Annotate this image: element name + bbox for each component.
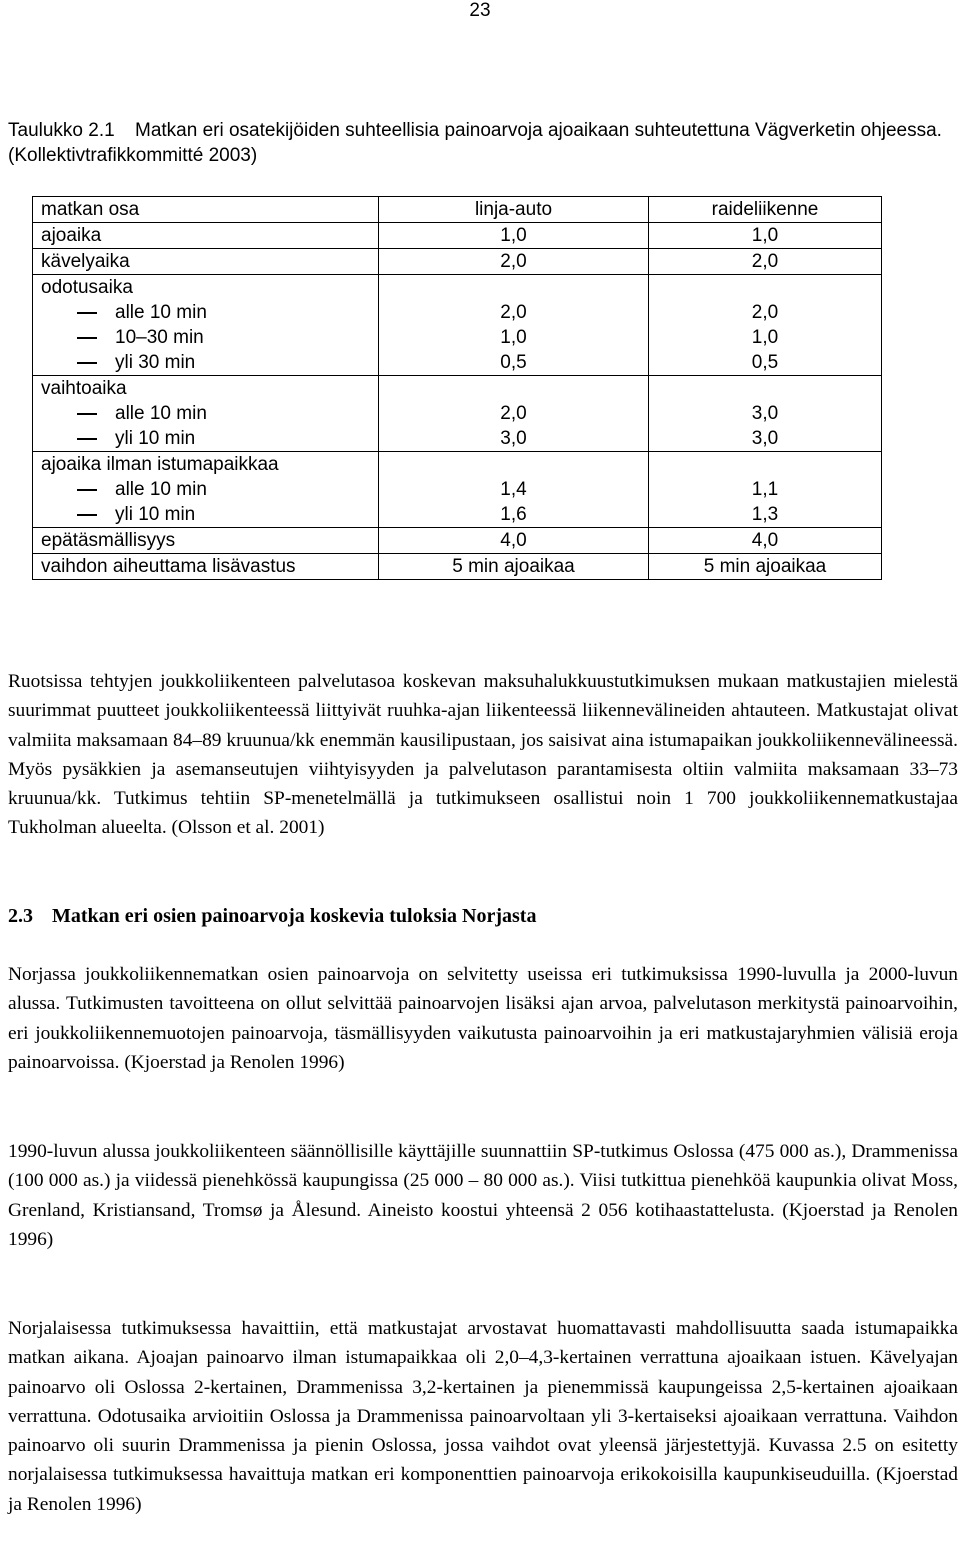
rail-value: 1,0 [649, 223, 882, 249]
table-row-group [33, 452, 882, 528]
dash-bullet [77, 337, 97, 339]
sub-item: yli 10 min [41, 426, 378, 451]
rail-value: 5 min ajoaikaa [649, 554, 882, 580]
table-header-row [33, 197, 882, 223]
page-number: 23 [469, 0, 491, 21]
header-cell: matkan osa [33, 197, 379, 223]
sub-item: alle 10 min [41, 477, 378, 502]
bus-values: 2,0 3,0 [379, 376, 649, 452]
row-label: ajoaika [33, 223, 379, 249]
section-heading [8, 902, 536, 930]
group-title: vaihtoaika [41, 378, 127, 399]
table-row [33, 249, 882, 275]
bus-value: 1,0 [379, 223, 649, 249]
weights-table [32, 196, 882, 580]
dash-bullet [77, 514, 97, 516]
sub-item: yli 10 min [41, 502, 378, 527]
paragraph-norway-intro: Norjassa joukkoliikennematkan osien painoarvoja on selvitetty useissa eri tutkimuksissa 1990-luvulla ja 2000-luvun alussa. Tutkimusten tavoitteena on ollut selvittää painoarvojen lisäksi ajan arvoa, palvelutason merkitystä painoarvoihin, eri joukkoliikennemuotojen painoarvoja, täsmällisyyden vaikutusta painoarvoihin ja eri matkustajaryhmien välisiä eroja painoarvoissa. (Kjoerstad ja Renolen 1996) [8, 964, 958, 1073]
dash-bullet [77, 489, 97, 491]
dash-bullet [77, 413, 97, 415]
rail-values: 3,0 3,0 [649, 376, 882, 452]
bus-values: 1,4 1,6 [379, 452, 649, 528]
dash-bullet [77, 312, 97, 314]
bus-value: 4,0 [379, 528, 649, 554]
table-caption [8, 118, 953, 168]
paragraph-sp-study: 1990-luvun alussa joukkoliikenteen säännöllisille käyttäjille suunnattiin SP-tutkimus Oslossa (475 000 as.), Drammenissa (100 000 as.) ja viidessä pienehkössä kaupungissa (25 000 – 80 000 as.). Viisi tutkittua pienehköä kaupunkia olivat Moss, Grenland, Kristiansand, Tromsø ja Ålesund. Aineisto koostui yhteensä 2 056 kotihaastattelusta. (Kjoerstad ja Renolen 1996) [8, 1141, 958, 1250]
sub-item: alle 10 min [41, 300, 378, 325]
table-row [33, 528, 882, 554]
row-label: vaihdon aiheuttama lisävastus [33, 554, 379, 580]
rail-value: 4,0 [649, 528, 882, 554]
bus-values: 2,0 1,0 0,5 [379, 275, 649, 376]
rail-value: 2,0 [649, 249, 882, 275]
group-title: ajoaika ilman istumapaikkaa [41, 454, 279, 475]
dash-bullet [77, 362, 97, 364]
table-row-group [33, 275, 882, 376]
caption-text: Matkan eri osatekijöiden suhteellisia painoarvoja ajoaikaan suhteutettuna Vägverketin ohjeessa. (Kollektivtrafikkommitté 2003) [8, 120, 942, 166]
dash-bullet [77, 438, 97, 440]
section-number: 2.3 [8, 905, 33, 927]
table-row [33, 554, 882, 580]
group-label-cell [33, 275, 379, 376]
row-label: epätäsmällisyys [33, 528, 379, 554]
paragraph-results: Norjalaisessa tutkimuksessa havaittiin, että matkustajat arvostavat huomattavasti mahdollisuutta saada istumapaikka matkan aikana. Ajoajan painoarvo ilman istumapaikkaa oli 2,0–4,3-kertainen verrattuna ajoaikaan istuen. Kävelyajan painoarvo oli Oslossa 2-kertainen, Drammenissa 3,2-kertainen ja pienemmissä kaupungeissa 2,5-kertainen ajoaikaan verrattuna. Odotusaika arvioitiin Oslossa ja Drammenissa painoarvoltaan yli 3-kertaiseksi ajoaikaan verrattuna. Vaihdon painoarvo oli suurin Drammenissa ja pienin Oslossa, jossa vaihdot ovat yleensä järjestettyjä. Kuvassa 2.5 on esitetty norjalaisessa tutkimuksessa havaittuja matkan eri komponenttien painoarvoja erikokoisilla kaupunkiseuduilla. (Kjoerstad ja Renolen 1996) [8, 1318, 958, 1515]
rail-values: 2,0 1,0 0,5 [649, 275, 882, 376]
bus-value: 2,0 [379, 249, 649, 275]
bus-value: 5 min ajoaikaa [379, 554, 649, 580]
header-cell: linja-auto [379, 197, 649, 223]
table-row [33, 223, 882, 249]
table-row-group [33, 376, 882, 452]
group-title: odotusaika [41, 277, 133, 298]
group-label-cell [33, 452, 379, 528]
sub-item: yli 30 min [41, 350, 378, 375]
header-cell: raideliikenne [649, 197, 882, 223]
paragraph-sweden-study: Ruotsissa tehtyjen joukkoliikenteen palvelutasoa koskevan maksuhalukkuustutkimuksen mukaan matkustajien mielestä suurimmat puutteet joukkoliikenteessä liittyivät ruuhka-ajan liikenteessä liikennevälineiden ahtauteen. Matkustajat olivat valmiita maksamaan 84–89 kruunua/kk enemmän kausilipustaan, jos saisivat aina istumapaikan joukkoliikennevälineessä. Myös pysäkkien ja asemanseutujen viihtyisyyden ja palvelutason parantamisesta oltiin valmiita maksamaan 33–73 kruunua/kk. Tutkimus tehtiin SP-menetelmällä ja tutkimukseen osallistui noin 1 700 joukkoliikennematkustajaa Tukholman alueelta. (Olsson et al. 2001) [8, 671, 958, 839]
section-title: Matkan eri osien painoarvoja koskevia tuloksia Norjasta [52, 905, 537, 927]
group-label-cell [33, 376, 379, 452]
sub-item: alle 10 min [41, 401, 378, 426]
caption-number: Taulukko 2.1 [8, 120, 115, 141]
rail-values: 1,1 1,3 [649, 452, 882, 528]
row-label: kävelyaika [33, 249, 379, 275]
sub-item: 10–30 min [41, 325, 378, 350]
